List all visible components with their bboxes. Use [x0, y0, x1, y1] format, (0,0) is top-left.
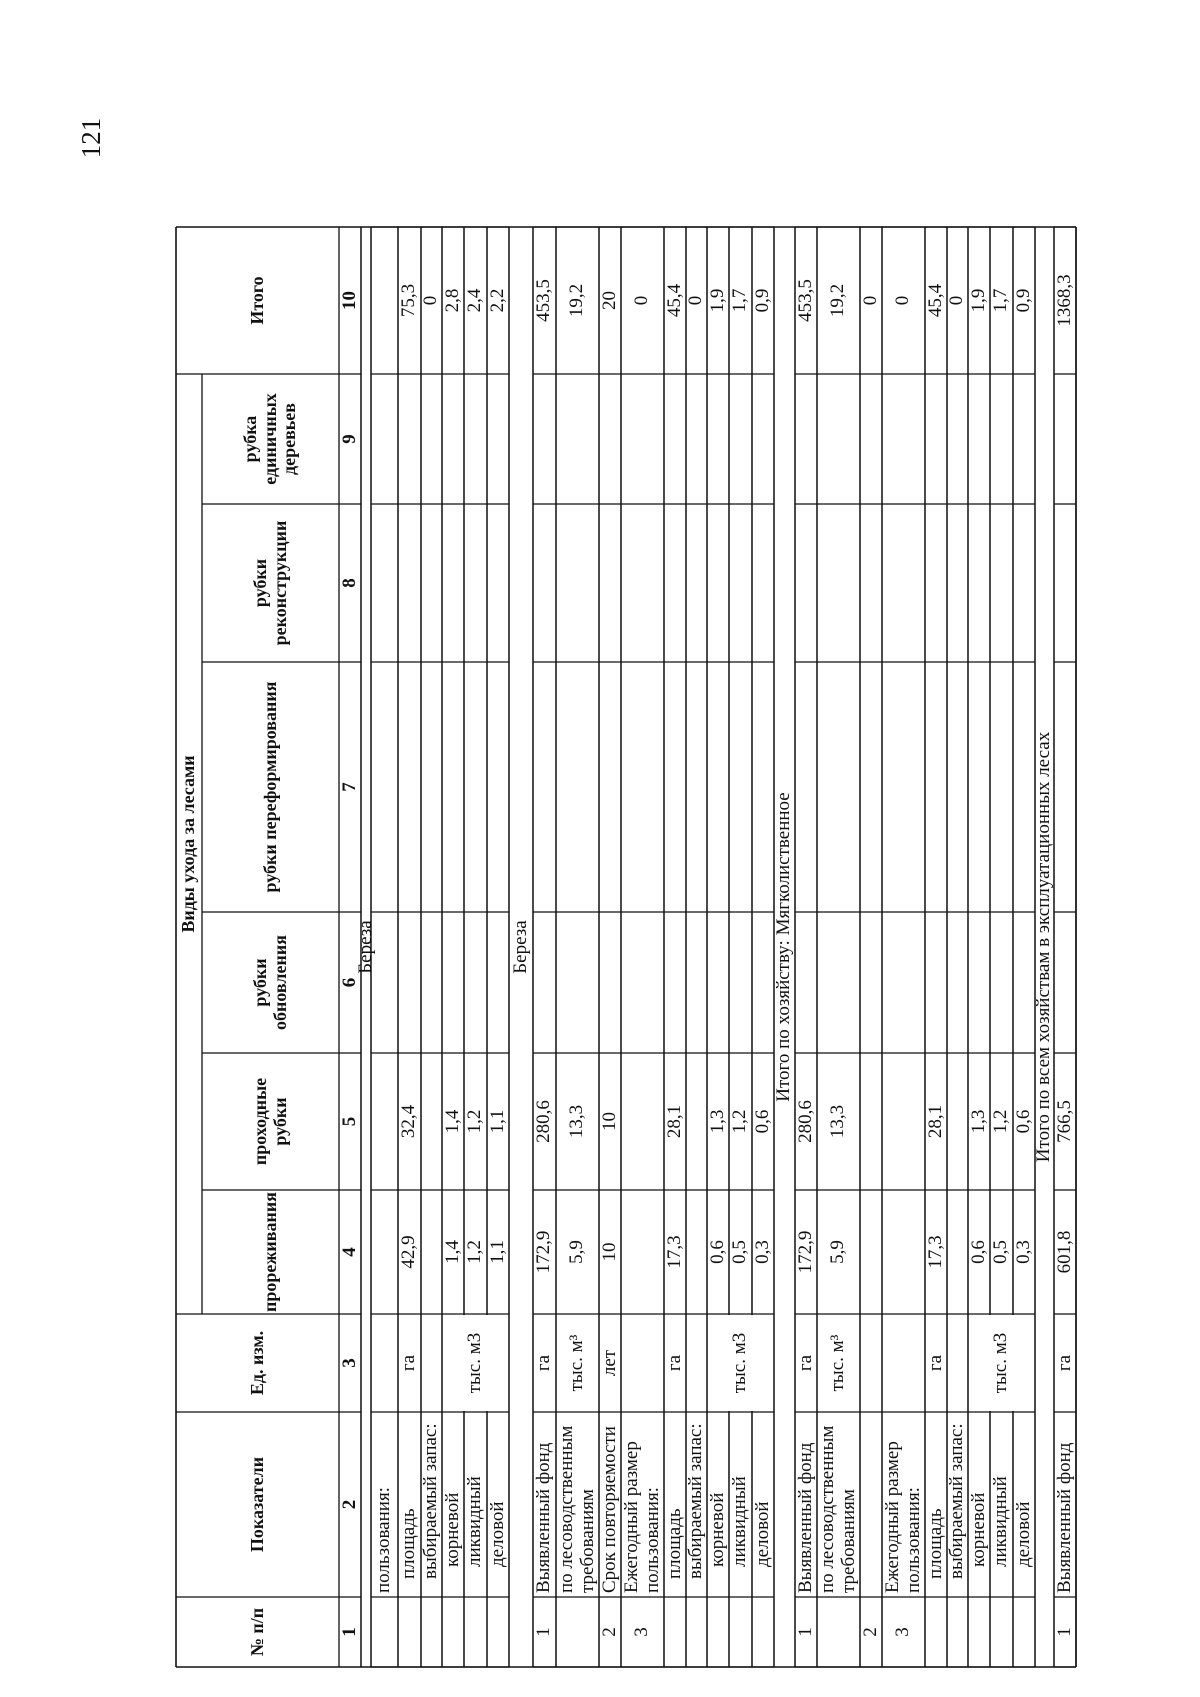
value-total: 453,5 — [533, 279, 555, 322]
row-number — [1013, 1597, 1035, 1667]
value-thinning: 0,5 — [990, 1240, 1012, 1264]
value-total: 2,4 — [464, 288, 486, 313]
row-number: 3 — [892, 1627, 914, 1637]
value-thinning: 5,9 — [827, 1240, 849, 1264]
value-passage-cutting — [860, 1053, 882, 1190]
value-passage-cutting: 766,5 — [1053, 1100, 1075, 1143]
row-number: 2 — [859, 1627, 881, 1637]
value-passage-cutting — [421, 1053, 442, 1190]
rotated-table — [176, 102, 1076, 1667]
value-passage-cutting: 1,2 — [990, 1109, 1012, 1134]
row-number — [752, 1597, 774, 1667]
unit-label: га — [663, 1354, 685, 1372]
value-thinning: 1,1 — [486, 1240, 508, 1264]
value-passage-cutting: 1,1 — [486, 1109, 508, 1134]
indicator-label: Ежегодный размер пользования: — [620, 1441, 663, 1593]
indicator-label — [860, 1412, 882, 1597]
value-thinning — [421, 1190, 442, 1314]
value-total: 1,9 — [706, 288, 728, 313]
row-number — [398, 1597, 421, 1667]
row-number — [817, 1597, 860, 1667]
indicator-label: корневой — [441, 1492, 463, 1567]
row-number — [947, 1597, 968, 1667]
header-no: № п/п — [246, 1607, 267, 1657]
indicator-label: ликвидный — [729, 1476, 751, 1567]
header-c5: проходные рубки — [250, 1077, 290, 1166]
value-thinning: 1,4 — [441, 1240, 463, 1264]
row-number — [729, 1597, 752, 1667]
row-number — [925, 1597, 947, 1667]
value-passage-cutting: 13,3 — [566, 1104, 588, 1139]
indicator-label: деловой — [486, 1501, 508, 1567]
indicator-label: корневой — [706, 1492, 728, 1567]
unit-label: га — [924, 1354, 946, 1372]
row-number — [990, 1597, 1013, 1667]
indicator-label: деловой — [751, 1501, 773, 1567]
value-total: 19,2 — [566, 283, 588, 318]
value-passage-cutting: 280,6 — [794, 1100, 816, 1143]
header-c7: рубки переформирования — [259, 681, 280, 893]
row-number — [421, 1597, 442, 1667]
value-thinning: 0,3 — [1012, 1240, 1034, 1264]
value-thinning: 0,5 — [729, 1240, 751, 1264]
column-number: 5 — [338, 1116, 360, 1127]
value-passage-cutting — [371, 1053, 398, 1190]
value-total: 1,9 — [967, 288, 989, 313]
value-thinning: 172,9 — [794, 1230, 816, 1274]
value-total: 0 — [892, 295, 914, 306]
value-total: 75,3 — [398, 283, 420, 318]
value-thinning: 601,8 — [1053, 1230, 1075, 1274]
value-passage-cutting: 10 — [598, 1112, 620, 1131]
row-number — [371, 1597, 398, 1667]
value-total: 0,9 — [751, 288, 773, 313]
value-passage-cutting: 28,1 — [663, 1104, 685, 1139]
indicator-label: ликвидный — [990, 1476, 1012, 1567]
unit-label: тыс. м³ — [566, 1334, 588, 1392]
value-total: 19,2 — [827, 283, 849, 318]
indicator-label: Срок повторяемости — [598, 1426, 620, 1593]
value-total: 0 — [685, 295, 707, 306]
header-group: Виды ухода за лесами — [178, 755, 199, 933]
row-number — [686, 1597, 707, 1667]
value-thinning: 0,6 — [706, 1240, 728, 1264]
value-thinning: 0,6 — [967, 1240, 989, 1264]
row-number: 1 — [1053, 1627, 1075, 1637]
indicator-label: по лесоводственным требованиям — [816, 1425, 859, 1593]
column-number: 8 — [338, 578, 360, 588]
value-total — [371, 227, 398, 374]
column-number: 6 — [338, 977, 360, 988]
value-passage-cutting: 1,4 — [441, 1109, 463, 1134]
column-number: 4 — [338, 1247, 360, 1257]
row-number — [968, 1597, 990, 1667]
value-thinning — [686, 1190, 707, 1314]
row-number — [707, 1597, 729, 1667]
value-total: 0 — [420, 295, 442, 306]
indicator-label: ликвидный — [464, 1476, 486, 1567]
column-number: 3 — [338, 1358, 360, 1368]
indicator-label: Выявленный фонд — [794, 1442, 816, 1593]
row-number: 1 — [533, 1627, 555, 1637]
indicator-label: по лесоводственным требованиям — [555, 1425, 598, 1593]
unit-label: лет — [598, 1349, 620, 1377]
row-number — [664, 1597, 686, 1667]
value-passage-cutting: 1,3 — [706, 1109, 728, 1134]
indicator-label: площадь — [924, 1508, 946, 1579]
value-passage-cutting: 13,3 — [827, 1104, 849, 1139]
value-total: 0 — [859, 295, 881, 306]
value-passage-cutting: 0,6 — [1012, 1109, 1034, 1134]
value-total: 2,2 — [486, 288, 508, 313]
header-c10: Итого — [246, 276, 267, 325]
value-total: 1,7 — [990, 288, 1012, 313]
indicator-label: корневой — [967, 1492, 989, 1567]
row-number — [556, 1597, 599, 1667]
value-total: 0 — [946, 295, 968, 306]
unit-label: тыс. м³ — [827, 1334, 849, 1392]
value-total: 1368,3 — [1053, 274, 1075, 327]
header-c6: рубки обновления — [250, 935, 290, 1030]
column-number: 10 — [338, 291, 360, 310]
header-unit: Ед. изм. — [246, 1330, 267, 1396]
indicator-label: Ежегодный размер пользования: — [881, 1441, 924, 1593]
indicator-label: выбираемый запас: — [685, 1423, 707, 1579]
row-number: 1 — [794, 1627, 816, 1637]
value-thinning: 172,9 — [533, 1230, 555, 1274]
value-passage-cutting: 1,3 — [967, 1109, 989, 1134]
value-passage-cutting: 280,6 — [533, 1100, 555, 1143]
value-passage-cutting — [882, 1053, 925, 1190]
value-thinning — [371, 1190, 398, 1314]
indicator-label: Выявленный фонд — [533, 1442, 555, 1593]
value-passage-cutting: 0,6 — [751, 1109, 773, 1134]
unit-label: га — [1053, 1354, 1075, 1372]
column-number: 7 — [338, 782, 360, 792]
value-total: 2,8 — [441, 288, 463, 313]
value-thinning — [621, 1190, 664, 1314]
row-number: 2 — [598, 1627, 620, 1637]
unit-label: га — [398, 1354, 420, 1372]
indicator-label: Выявленный фонд — [1053, 1442, 1075, 1593]
indicator-label: деловой — [1012, 1501, 1034, 1567]
row-number — [487, 1597, 509, 1667]
value-passage-cutting — [947, 1053, 968, 1190]
unit-label: тыс. м3 — [464, 1332, 486, 1394]
column-number: 1 — [338, 1627, 360, 1637]
header-c8: рубки реконструкции — [250, 520, 290, 646]
section-title: Итого по всем хозяйствам в эксплуатационных лесах — [1033, 731, 1055, 1163]
indicator-label: площадь — [663, 1508, 685, 1579]
section-title: Береза — [354, 920, 376, 974]
header-c4: прореживания — [259, 1191, 280, 1312]
indicator-label: выбираемый запас: — [946, 1423, 968, 1579]
value-thinning: 10 — [598, 1242, 620, 1262]
indicator-label: площадь — [398, 1508, 420, 1579]
value-total: 20 — [598, 291, 620, 310]
row-number — [464, 1597, 487, 1667]
value-total: 45,4 — [924, 283, 946, 318]
column-number: 2 — [338, 1499, 360, 1510]
value-passage-cutting: 1,2 — [464, 1109, 486, 1134]
value-thinning: 1,2 — [464, 1240, 486, 1264]
page-number: 121 — [75, 117, 106, 159]
unit-label: га — [794, 1354, 816, 1372]
value-passage-cutting: 28,1 — [924, 1104, 946, 1139]
unit-label: га — [533, 1354, 555, 1372]
value-passage-cutting — [686, 1053, 707, 1190]
value-total: 453,5 — [794, 279, 816, 322]
indicator-label: пользования: — [373, 1487, 395, 1593]
value-thinning: 17,3 — [924, 1235, 946, 1269]
value-thinning: 5,9 — [566, 1240, 588, 1264]
value-passage-cutting — [621, 1053, 664, 1190]
value-total: 0 — [631, 295, 653, 306]
value-thinning — [860, 1190, 882, 1314]
value-thinning — [882, 1190, 925, 1314]
value-total: 45,4 — [663, 283, 685, 318]
value-total: 1,7 — [729, 288, 751, 313]
value-thinning — [947, 1190, 968, 1314]
value-thinning: 0,3 — [751, 1240, 773, 1264]
value-passage-cutting: 1,2 — [729, 1109, 751, 1134]
value-thinning: 42,9 — [398, 1235, 420, 1269]
unit-label: тыс. м3 — [990, 1332, 1012, 1394]
header-indicator: Показатели — [246, 1456, 267, 1553]
row-number — [442, 1597, 464, 1667]
section-title: Итого по хозяйству: Мягколиственное — [773, 792, 795, 1102]
value-total: 0,9 — [1012, 288, 1034, 313]
value-thinning: 17,3 — [663, 1235, 685, 1269]
section-title: Береза — [509, 920, 531, 974]
unit-label: тыс. м3 — [729, 1332, 751, 1394]
column-number: 9 — [338, 434, 360, 444]
value-passage-cutting: 32,4 — [398, 1104, 420, 1139]
header-c9: рубка единичных деревьев — [240, 393, 300, 485]
row-number: 3 — [631, 1627, 653, 1637]
indicator-label: выбираемый запас: — [420, 1423, 442, 1579]
